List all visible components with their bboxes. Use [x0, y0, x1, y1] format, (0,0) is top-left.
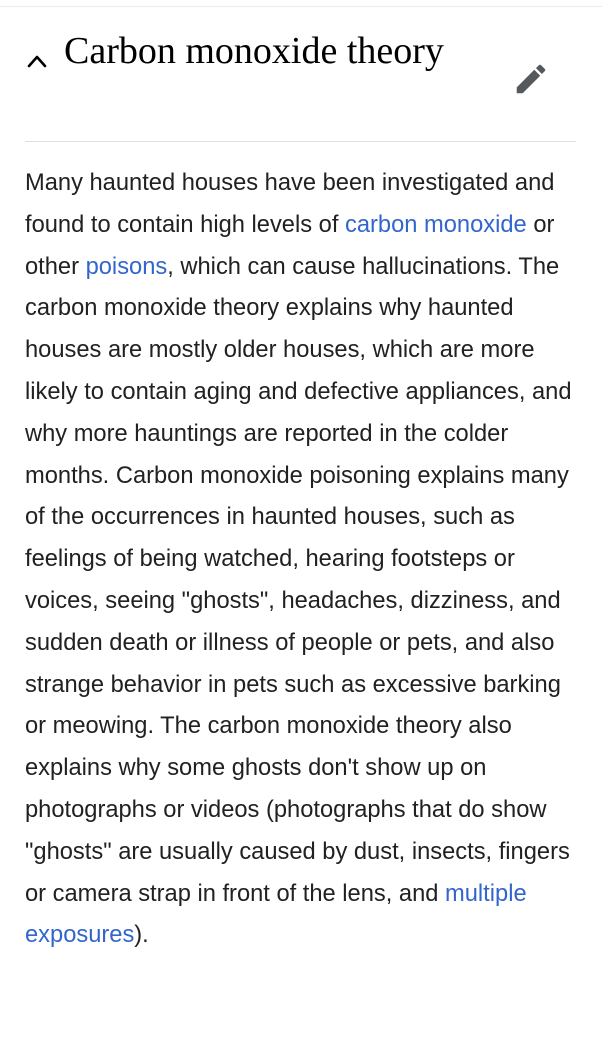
paragraph-text: ).: [134, 922, 149, 949]
link-carbon-monoxide[interactable]: carbon monoxide: [345, 211, 527, 238]
pencil-icon[interactable]: [512, 60, 550, 98]
chevron-up-icon[interactable]: [27, 54, 47, 68]
top-divider: [0, 0, 602, 7]
paragraph-text: Many haunted houses have been investigated and found to contain high levels of: [25, 170, 555, 238]
link-poisons[interactable]: poisons: [85, 253, 168, 280]
section-divider: [25, 141, 576, 142]
paragraph-text: , which can cause hallucinations. The carbon monoxide theory explains why haunted houses are mostly older houses, which are more likely to contain aging and defective appliances, and why more hauntings are reported in the colder months. Carbon monoxide poisoning explains many of the occurrences in haunted houses, such as feelings of being watched, hearing footsteps or voices, seeing "ghosts", headaches, dizziness, and sudden death or illness of people or pets, and also strange behavior in pets such as excessive barking or meowing. The carbon monoxide theory also explains why some ghosts don't show up on photographs or videos (photographs that do show "ghosts" are usually caused by dust, insects, fingers or camera strap in front of the lens, and: [25, 253, 572, 907]
section-paragraph: [25, 163, 577, 957]
section-header[interactable]: [0, 20, 602, 142]
paragraph-text: or other: [25, 211, 555, 280]
section-title: Carbon monoxide theory: [64, 30, 444, 72]
link-multiple-exposures[interactable]: multiple exposures: [25, 880, 527, 949]
